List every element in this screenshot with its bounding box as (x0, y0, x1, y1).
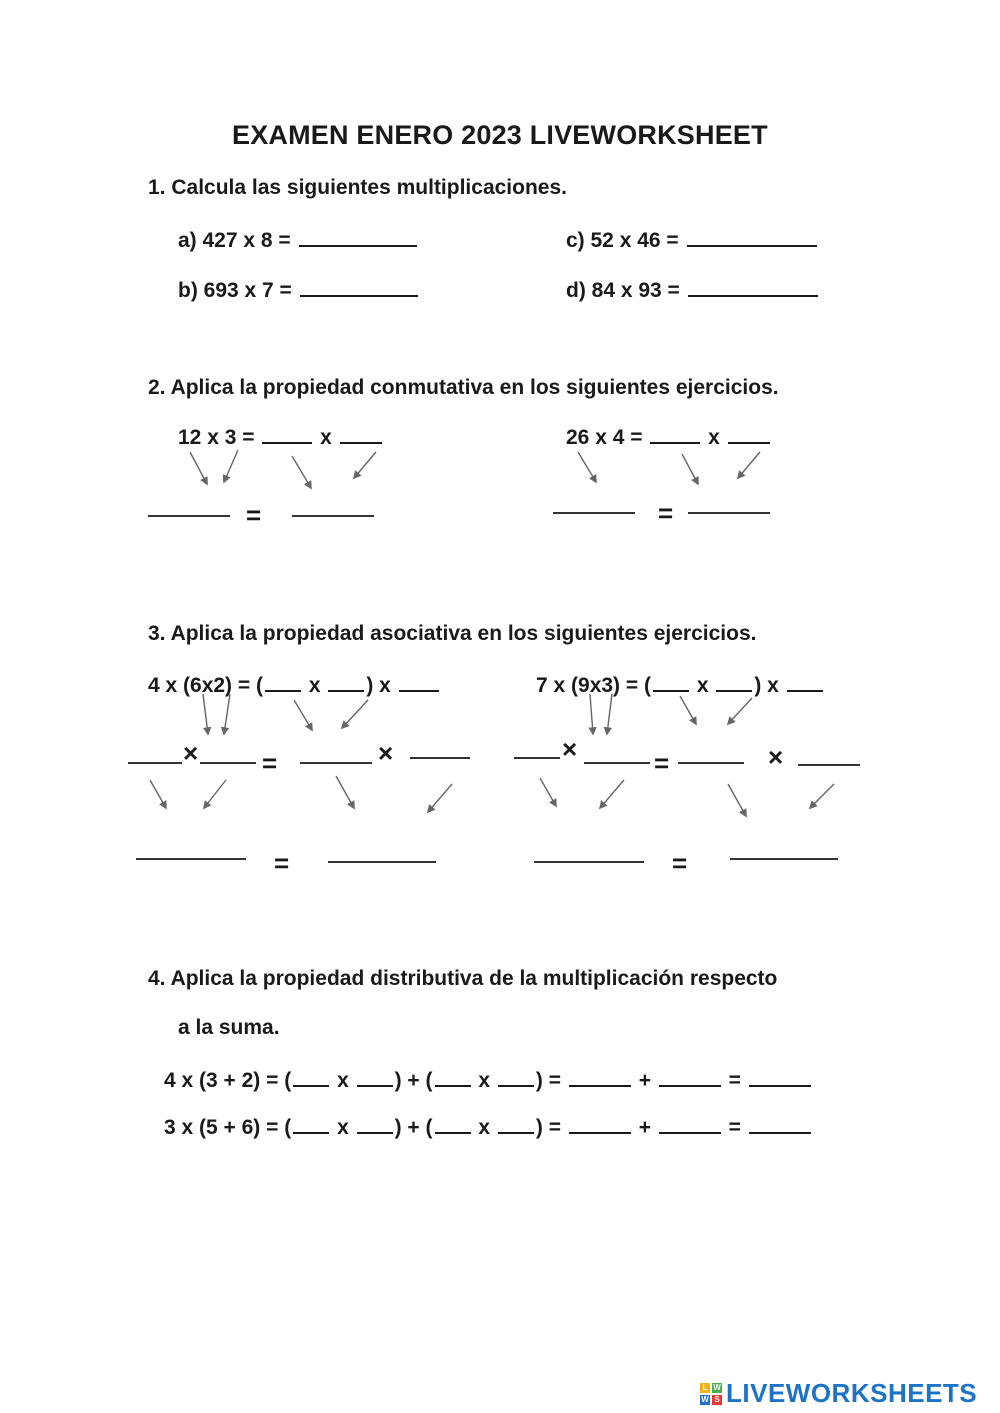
q3-left-mid-4[interactable] (410, 757, 470, 759)
q4-line2-x1: x (337, 1116, 349, 1139)
q1-item-c-label: c) 52 x 46 = (566, 229, 679, 252)
q3-left-close-x: ) x (366, 674, 391, 697)
q4-line1-close: ) = (535, 1069, 561, 1092)
q4-line2-blank-3[interactable] (435, 1114, 471, 1134)
arrow (224, 450, 238, 482)
q2-left-expr: 12 x 3 = (178, 426, 255, 449)
q4-line2-mid: ) + ( (394, 1116, 433, 1139)
q1-item-a (178, 227, 419, 253)
arrow (224, 694, 230, 734)
q4-line2-x2: x (478, 1116, 491, 1139)
q3-right-expr: 7 x (9x3) = ( (536, 674, 651, 697)
q1-item-d (566, 277, 820, 303)
q3-right-x: x (696, 674, 709, 697)
arrow (607, 694, 612, 734)
arrow (354, 452, 376, 478)
q4-heading-cont: a la suma. (178, 1016, 280, 1039)
q3-left-mid-3[interactable] (300, 762, 372, 764)
q2-right-equals: = (658, 498, 674, 528)
arrow (336, 776, 354, 808)
q1-item-d-label: d) 84 x 93 = (566, 279, 680, 302)
q3-right-expression (536, 672, 825, 698)
q2-left-blank-2[interactable] (340, 424, 382, 444)
q4-heading: 4. Aplica la propiedad distributiva de la multiplicación respecto (148, 967, 778, 990)
q2-right-result-1[interactable] (553, 512, 635, 514)
arrow (150, 780, 166, 808)
q3-left-expr: 4 x (6x2) = ( (148, 674, 263, 697)
q3-right-mid-4[interactable] (798, 764, 860, 766)
q4-line2-blank-1[interactable] (293, 1114, 329, 1134)
q4-line1-plus: + (638, 1069, 651, 1092)
q2-left-expression (178, 424, 384, 450)
arrow (810, 784, 834, 808)
logo-square: W (701, 1394, 709, 1404)
q3-left-final-2[interactable] (328, 861, 436, 863)
q2-right-expression (566, 424, 772, 450)
q4-line1-eq: = (728, 1069, 741, 1092)
q3-right-mid-x1: × (562, 734, 578, 764)
q4-line1-prefix: 4 x (3 + 2) = ( (164, 1069, 292, 1092)
q4-line-1 (164, 1067, 813, 1093)
q4-line1-blank-1[interactable] (293, 1067, 329, 1087)
arrow (728, 698, 752, 724)
q3-heading: 3. Aplica la propiedad asociativa en los siguientes ejercicios. (148, 622, 757, 645)
q3-right-final-equals: = (672, 848, 688, 878)
logo-text: LIVEWORKSHEETS (726, 1378, 978, 1408)
q3-left-expression (148, 672, 441, 698)
q1-answer-a[interactable] (299, 227, 417, 247)
q3-left-final-1[interactable] (136, 858, 246, 860)
q1-item-b (178, 277, 420, 303)
q2-heading: 2. Aplica la propiedad conmutativa en los siguientes ejercicios. (148, 376, 779, 399)
arrow (680, 696, 696, 724)
arrow (578, 452, 596, 482)
q3-right-close-x: ) x (754, 674, 779, 697)
q3-left-mid-equals: = (262, 748, 278, 778)
page-title: EXAMEN ENERO 2023 LIVEWORKSHEET (232, 120, 768, 150)
logo-square: W (713, 1382, 721, 1392)
q3-right-blank-1[interactable] (653, 672, 689, 692)
q2-left-x: x (320, 426, 332, 449)
q3-right-blank-3[interactable] (787, 672, 823, 692)
q4-line1-blank-6[interactable] (659, 1067, 721, 1087)
arrow (190, 452, 207, 484)
arrow (600, 780, 624, 808)
q2-left-equals: = (246, 500, 262, 530)
q4-line1-blank-2[interactable] (357, 1067, 393, 1087)
q1-answer-b[interactable] (300, 277, 418, 297)
q1-answer-d[interactable] (688, 277, 818, 297)
q4-line1-x2: x (478, 1069, 491, 1092)
q3-right-mid-x2: × (768, 742, 784, 772)
q4-line1-blank-3[interactable] (435, 1067, 471, 1087)
arrow (204, 780, 226, 808)
q4-line2-close: ) = (535, 1116, 561, 1139)
q3-right-mid-1[interactable] (514, 757, 560, 759)
q2-right-expr: 26 x 4 = (566, 426, 643, 449)
q4-line2-prefix: 3 x (5 + 6) = ( (164, 1116, 292, 1139)
logo-mark-icon (700, 1383, 722, 1405)
q2-left-result-1[interactable] (148, 515, 230, 517)
arrow (428, 784, 452, 812)
q3-left-blank-3[interactable] (399, 672, 439, 692)
arrow (342, 700, 368, 728)
q2-left-result-2[interactable] (292, 515, 374, 517)
q4-line1-blank-4[interactable] (498, 1067, 534, 1087)
q3-left-final-equals: = (274, 848, 290, 878)
q2-left-blank-1[interactable] (262, 424, 312, 444)
q3-right-mid-2[interactable] (584, 762, 650, 764)
q4-line2-blank-5[interactable] (569, 1114, 631, 1134)
logo-square: S (712, 1395, 722, 1405)
q3-left-mid-1[interactable] (128, 762, 182, 764)
q4-line2-blank-6[interactable] (659, 1114, 721, 1134)
q1-item-c (566, 227, 819, 253)
arrow (292, 456, 311, 488)
q4-line1-x1: x (337, 1069, 349, 1092)
arrow (294, 700, 312, 730)
q1-heading: 1. Calcula las siguientes multiplicaciones. (148, 176, 567, 199)
q4-line1-blank-7[interactable] (749, 1067, 811, 1087)
q4-line2-plus: + (638, 1116, 651, 1139)
q2-right-result-2[interactable] (688, 512, 770, 514)
q2-right-x: x (708, 426, 720, 449)
q3-left-blank-1[interactable] (265, 672, 301, 692)
q3-right-mid-3[interactable] (678, 762, 744, 764)
q4-line2-blank-2[interactable] (357, 1114, 393, 1134)
q3-right-mid-equals: = (654, 748, 670, 778)
q3-right-final-2[interactable] (730, 858, 838, 860)
q1-answer-c[interactable] (687, 227, 817, 247)
q3-left-mid-2[interactable] (200, 762, 256, 764)
arrow (682, 454, 698, 484)
q4-line2-blank-4[interactable] (498, 1114, 534, 1134)
q3-left-mid-x2: × (378, 738, 394, 768)
q3-left-blank-2[interactable] (328, 672, 364, 692)
logo-square: L (700, 1383, 710, 1393)
q2-right-blank-1[interactable] (650, 424, 700, 444)
arrow (590, 694, 593, 734)
arrow (540, 778, 556, 806)
q2-right-blank-2[interactable] (728, 424, 770, 444)
q1-item-a-label: a) 427 x 8 = (178, 229, 291, 252)
q3-right-blank-2[interactable] (716, 672, 752, 692)
q3-left-mid-x1: × (183, 738, 199, 768)
q4-line1-blank-5[interactable] (569, 1067, 631, 1087)
q4-line1-mid: ) + ( (394, 1069, 433, 1092)
arrow (728, 784, 746, 816)
q3-left-x: x (308, 674, 321, 697)
q3-right-final-1[interactable] (534, 861, 644, 863)
arrow (203, 694, 208, 734)
arrow (738, 452, 760, 478)
q1-item-b-label: b) 693 x 7 = (178, 279, 292, 302)
q4-line-2 (164, 1114, 813, 1140)
q4-line2-eq: = (728, 1116, 741, 1139)
q4-line2-blank-7[interactable] (749, 1114, 811, 1134)
liveworksheets-logo (700, 1378, 977, 1409)
